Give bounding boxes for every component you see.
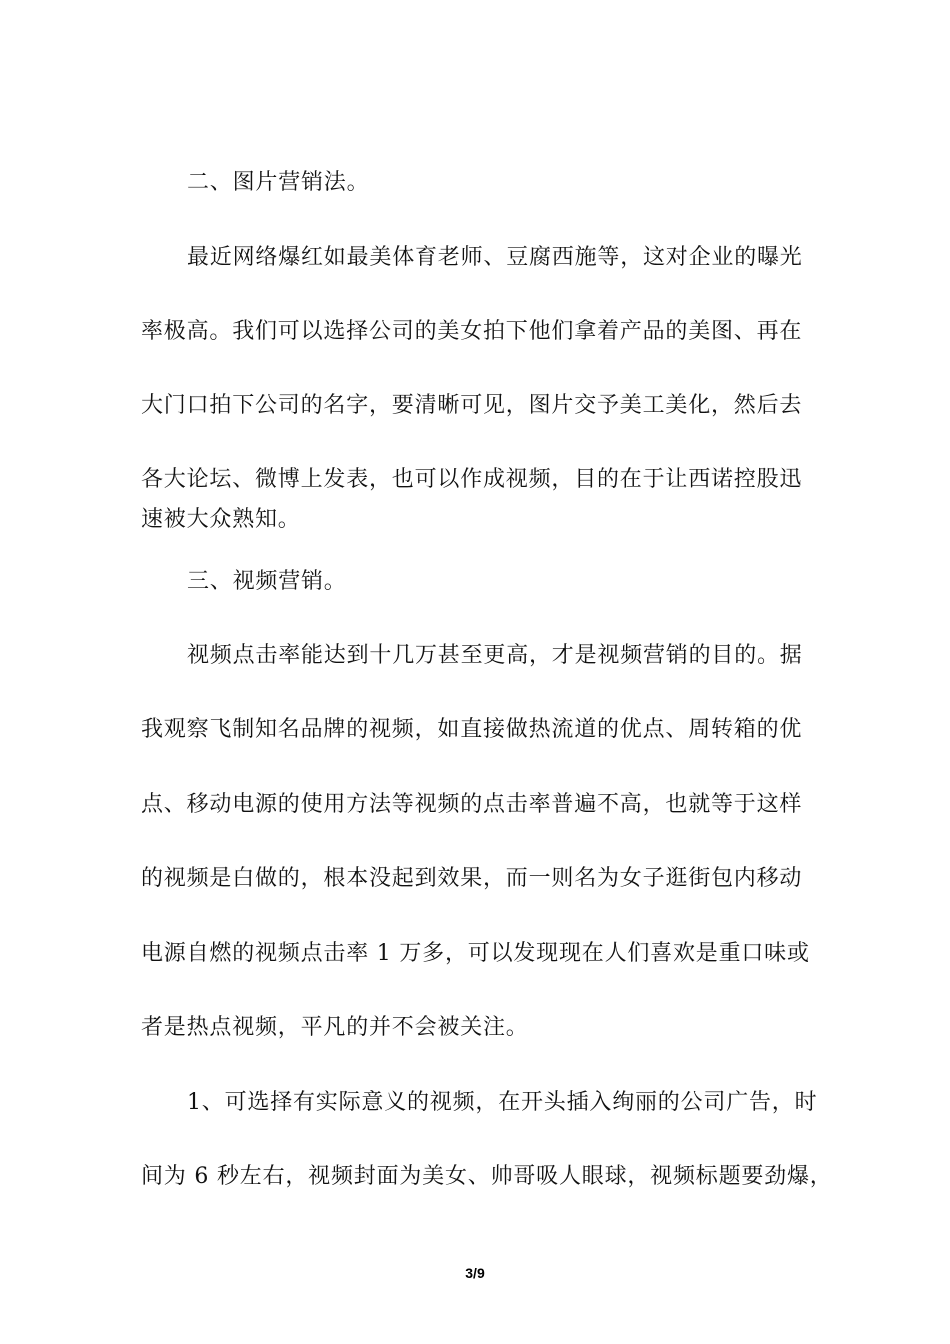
section-heading-image-marketing: 二、图片营销法。 [187,170,370,195]
paragraph-line: 点、移动电源的使用方法等视频的点击率普遍不高，也就等于这样 [141,792,803,817]
paragraph-line: 大门口拍下公司的名字，要清晰可见，图片交予美工美化，然后去 [141,393,803,418]
paragraph-line: 间为 6 秒左右，视频封面为美女、帅哥吸人眼球，视频标题要劲爆， [141,1164,833,1189]
paragraph-line: 者是热点视频，平凡的并不会被关注。 [141,1015,529,1040]
section-heading-video-marketing: 三、视频营销。 [187,569,347,594]
page-number: 3/9 [465,1265,485,1281]
paragraph-line: 率极高。我们可以选择公司的美女拍下他们拿着产品的美图、再在 [141,319,803,344]
paragraph-line: 1、可选择有实际意义的视频，在开头插入绚丽的公司广告，时 [187,1090,818,1115]
paragraph-line: 各大论坛、微博上发表，也可以作成视频，目的在于让西诺控股迅 [141,467,803,492]
paragraph-line: 视频点击率能达到十几万甚至更高，才是视频营销的目的。据 [187,643,803,668]
paragraph-line: 电源自燃的视频点击率 1 万多，可以发现现在人们喜欢是重口味或 [141,941,810,966]
paragraph-line: 的视频是白做的，根本没起到效果，而一则名为女子逛街包内移动 [141,866,803,891]
paragraph-line: 最近网络爆红如最美体育老师、豆腐西施等，这对企业的曝光 [187,245,803,270]
paragraph-line: 我观察飞制知名品牌的视频，如直接做热流道的优点、周转箱的优 [141,717,803,742]
paragraph-line: 速被大众熟知。 [141,507,301,532]
